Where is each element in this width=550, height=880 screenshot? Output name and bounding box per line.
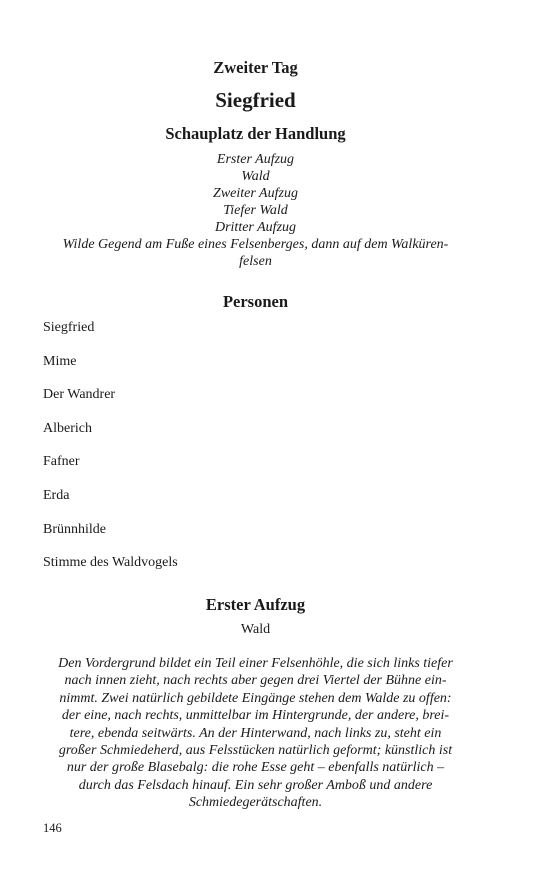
page-number: 146 [43,821,62,835]
setting-line: Zweiter Aufzug [213,186,298,201]
person-item: Erda [43,487,70,503]
day-label: Zweiter Tag [213,58,298,77]
person-item: Mime [43,353,77,369]
stage-direction-line: Schmiedegerätschaften. [188,795,323,811]
stage-direction-line: großer Schmiedeherd, aus Felsstücken natürlich geformt; künstlich ist [58,743,453,759]
stage-direction-line: nimmt. Zwei natürlich gebildete Eingänge stehen dem Walde zu offen: [59,690,452,706]
stage-direction-line: Den Vordergrund bildet ein Teil einer Felsenhöhle, die sich links tiefer [58,656,453,671]
setting-line: Erster Aufzug [216,152,295,167]
stage-direction-line: der eine, nach rechts, unmittelbar im Hintergrunde, der andere, brei- [61,708,450,724]
person-item: Fafner [43,454,80,470]
person-item: Brünnhilde [43,521,106,537]
setting-heading: Schauplatz der Handlung [165,124,346,143]
act-place: Wald [240,622,271,637]
setting-line: felsen [239,254,272,269]
setting-line: Wald [241,169,270,184]
person-item: Siegfried [43,320,95,335]
person-item: Alberich [43,420,92,436]
persons-heading: Personen [222,292,289,311]
setting-line: Tiefer Wald [223,203,288,218]
person-item: Der Wandrer [43,387,116,403]
page-title: Siegfried [215,88,296,112]
stage-direction-line: tere, ebenda seitwärts. An der Hinterwand, nach links zu, steht ein [69,725,442,741]
stage-direction [43,655,468,812]
person-item: Stimme des Waldvogels [43,555,178,571]
stage-direction-line: nur der große Blasebalg: die rohe Esse geht – ebenfalls natürlich – [66,760,445,776]
stage-direction-line: durch das Felsdach hinauf. Ein sehr großer Amboß und andere [78,777,433,793]
act-heading: Erster Aufzug [205,595,306,614]
setting-line: Dritter Aufzug [214,220,297,235]
setting-line: Wilde Gegend am Fuße eines Felsenberges, dann auf dem Walküren- [62,237,449,252]
stage-direction-line: nach innen zieht, nach rechts aber gegen drei Viertel der Bühne ein- [64,673,447,689]
book-page [43,0,468,880]
setting-list [43,151,468,270]
persons-list [43,319,468,588]
